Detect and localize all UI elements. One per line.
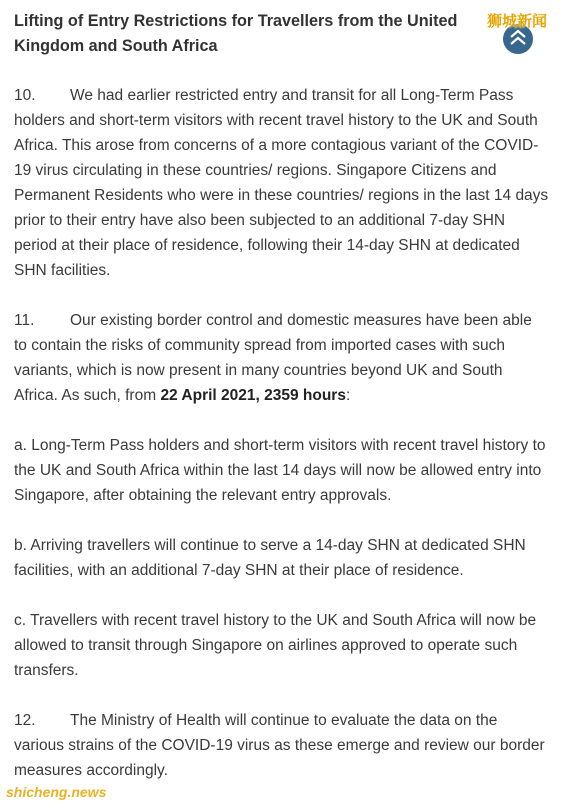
paragraph-10 [14, 83, 549, 283]
watermark-logo [469, 10, 549, 52]
paragraph-number: 12. [14, 712, 36, 729]
paragraph-suffix: : [345, 387, 351, 404]
paragraph-11 [14, 308, 549, 408]
paragraph-c: c. Travellers with recent travel history to the UK and South Africa will now be allowed to transit through Singapore on airlines approved to operate such transfers. [14, 612, 537, 679]
paragraph-b: b. Arriving travellers will continue to serve a 14-day SHN at dedicated SHN facilities, with an additional 7-day SHN at their place of residence. [14, 537, 526, 579]
paragraph-number: 11. [14, 312, 35, 329]
paragraph-text: Our existing border control and domestic measures have been able to contain the risks of community spread from imported cases with such variants, which is now present in many countries beyond UK and South Africa. As such, from [14, 312, 532, 404]
paragraph-number: 10. [14, 87, 36, 104]
paragraph-text: We had earlier restricted entry and transit for all Long-Term Pass holders and short-term visitors with recent travel history to the UK and South Africa. This arose from concerns of a more contagious variant of the COVID-19 virus circulating in these countries/ regions. Singapore Citizens and Permanent Residents who were in these countries/ regions in the last 14 days prior to their entry have also been subjected to an additional 7-day SHN period at their place of residence, following their 14-day SHN at dedicated SHN facilities. [14, 87, 549, 279]
paragraph-a: a. Long-Term Pass holders and short-term visitors with recent travel history to the UK and South Africa within the last 14 days will now be allowed entry into Singapore, after obtaining the relevant entry approvals. [14, 437, 546, 504]
paragraph-12 [14, 708, 549, 783]
paragraph-text: The Ministry of Health will continue to evaluate the data on the various strains of the COVID-19 virus as these emerge and review our border measures accordingly. [14, 712, 545, 779]
effective-date: 22 April 2021, 2359 hours [160, 387, 346, 404]
watermark-site: shicheng.news [6, 784, 107, 800]
page-title: Lifting of Entry Restrictions for Travellers from the United Kingdom and South Africa [14, 12, 458, 55]
watermark-text: 狮城新闻 [486, 13, 547, 30]
document [14, 9, 549, 783]
